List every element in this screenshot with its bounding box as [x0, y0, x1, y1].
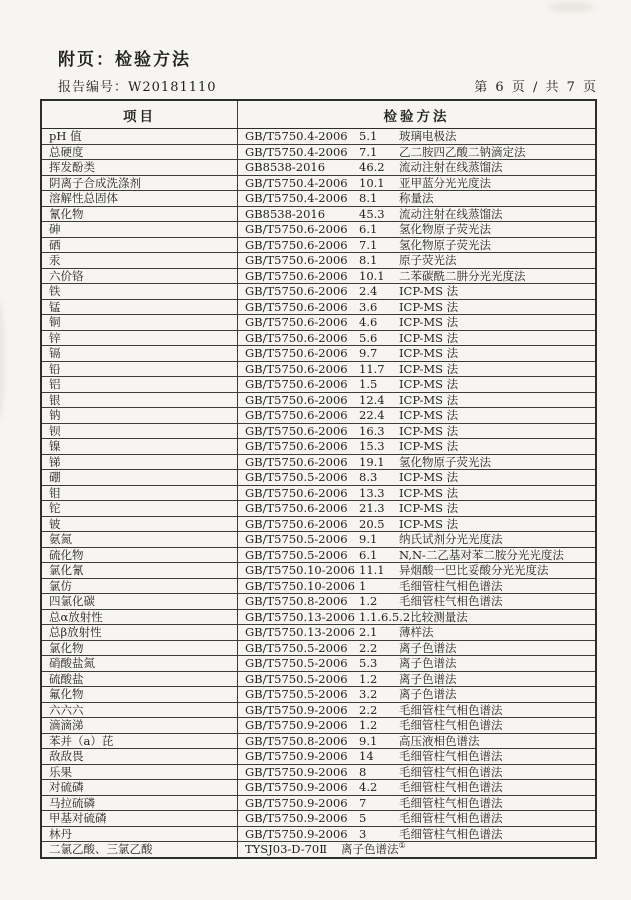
- clause-number: 6.1: [359, 222, 378, 236]
- method-name: 毛细管柱气相色谱法: [399, 594, 503, 608]
- table-row: [41, 377, 596, 393]
- page-indicator: 第 6 页 / 共 7 页: [474, 80, 598, 95]
- method-cell: [238, 377, 597, 393]
- method-cell: [238, 640, 597, 656]
- method-name: 流动注射在线蒸馏法: [399, 206, 503, 221]
- item-cell: 铅: [41, 361, 238, 377]
- item-cell: 总α放射性: [41, 609, 238, 625]
- table-row: [41, 470, 596, 486]
- standard-code: GB/T5750.6-2006: [245, 454, 348, 469]
- table-header-row: [41, 100, 596, 129]
- method-name: 氢化物原子荧光法: [399, 222, 491, 236]
- report-number-label: 报告编号：: [58, 80, 129, 95]
- table-row: [41, 563, 596, 579]
- clause-number: 4.6: [359, 315, 378, 329]
- method-name: 毛细管柱气相色谱法: [399, 780, 503, 794]
- method-cell: [238, 346, 597, 362]
- standard-code: GB/T5750.6-2006: [245, 299, 348, 314]
- clause-number: 22.4: [359, 408, 385, 422]
- method-name: 流动注射在线蒸馏法: [399, 160, 503, 174]
- table-row: [41, 733, 596, 749]
- standard-code: GB/T5750.4-2006: [245, 191, 348, 205]
- table-row: [41, 423, 596, 439]
- method-cell: [238, 439, 597, 455]
- page-title: 附页：检验方法: [58, 50, 191, 70]
- clause-number: 9.1: [359, 733, 378, 748]
- standard-code: GB/T5750.6-2006: [245, 315, 348, 329]
- standard-code: GB/T5750.5-2006: [245, 687, 348, 701]
- method-cell: [238, 578, 597, 594]
- item-cell: 硒: [41, 237, 238, 253]
- method-cell: [238, 268, 597, 284]
- table-row: [41, 175, 596, 191]
- clause-number: 16.3: [359, 423, 385, 438]
- method-name: ICP-MS 法: [399, 501, 459, 515]
- table-row: [41, 516, 596, 532]
- clause-number: 7: [359, 795, 367, 810]
- method-name: 原子荧光法: [399, 253, 457, 267]
- item-cell: 氯化氰: [41, 563, 238, 579]
- clause-number: 7.1: [359, 144, 378, 159]
- method-cell: [238, 361, 597, 377]
- clause-number: 14: [359, 749, 374, 763]
- table-row: [41, 361, 596, 377]
- method-name: 毛细管柱气相色谱法: [399, 795, 503, 810]
- clause-number: 2.2: [359, 640, 378, 655]
- item-cell: 氯仿: [41, 578, 238, 594]
- method-name: 毛细管柱气相色谱法: [399, 718, 503, 732]
- standard-code: GB/T5750.5-2006: [245, 671, 348, 686]
- method-name: 离子色谱法: [399, 687, 457, 701]
- standard-code: GB/T5750.9-2006: [245, 749, 348, 763]
- method-cell: [238, 175, 597, 191]
- method-cell: [238, 470, 597, 486]
- standard-code: GB/T5750.13-2006: [245, 609, 355, 624]
- table-row: [41, 330, 596, 346]
- method-cell: [238, 237, 597, 253]
- standard-code: GB/T5750.6-2006: [245, 361, 348, 376]
- clause-number: 5.6: [359, 330, 378, 345]
- standard-code: GB/T5750.6-2006: [245, 392, 348, 407]
- method-name: ICP-MS 法: [399, 439, 459, 453]
- table-row: [41, 191, 596, 207]
- method-cell: [238, 656, 597, 672]
- table-row: [41, 687, 596, 703]
- clause-number: 1.5: [359, 377, 378, 391]
- table-row: [41, 625, 596, 641]
- table-row: [41, 671, 596, 687]
- method-name: 离子色谱法: [399, 656, 457, 670]
- standard-code: GB/T5750.6-2006: [245, 485, 348, 500]
- table-row: [41, 547, 596, 563]
- item-cell: 钠: [41, 408, 238, 424]
- item-cell: 硫化物: [41, 547, 238, 563]
- item-cell: 硝酸盐氮: [41, 656, 238, 672]
- item-cell: 总硬度: [41, 144, 238, 160]
- clause-number: 6.1: [359, 547, 378, 562]
- table-row: [41, 299, 596, 315]
- table-row: [41, 454, 596, 470]
- clause-number: 7.1: [359, 237, 378, 252]
- method-name: ICP-MS 法: [399, 392, 459, 407]
- method-cell: [238, 516, 597, 532]
- method-cell: [238, 501, 597, 517]
- item-cell: 镉: [41, 346, 238, 362]
- method-cell: [238, 284, 597, 300]
- method-cell: [238, 408, 597, 424]
- standard-code: GB/T5750.4-2006: [245, 129, 348, 143]
- method-name: 异烟酸一巴比妥酸分光光度法: [399, 563, 549, 577]
- item-cell: 钡: [41, 423, 238, 439]
- table-row: [41, 237, 596, 253]
- item-cell: 总β放射性: [41, 625, 238, 641]
- item-cell: 阴离子合成洗涤剂: [41, 175, 238, 191]
- table-row: [41, 640, 596, 656]
- method-name: 称量法: [399, 191, 434, 205]
- method-name: 薄样法: [399, 625, 434, 639]
- item-cell: 对硫磷: [41, 780, 238, 796]
- clause-number: 8.1: [359, 253, 378, 267]
- table-row: [41, 284, 596, 300]
- standard-code: GB/T5750.6-2006: [245, 284, 348, 298]
- clause-number: 5.1: [359, 129, 378, 143]
- method-cell: [238, 795, 597, 811]
- standard-code: GB/T5750.9-2006: [245, 764, 348, 779]
- clause-number: 2.2: [359, 702, 378, 717]
- item-cell: 苯并（a）芘: [41, 733, 238, 749]
- test-methods-table: [40, 99, 597, 859]
- table-header: [41, 100, 596, 129]
- table-row: [41, 129, 596, 145]
- item-cell: 硼: [41, 470, 238, 486]
- table-row: [41, 594, 596, 610]
- footnote-marker: ①: [398, 841, 406, 851]
- clause-number: 3.2: [359, 687, 378, 701]
- item-cell: 砷: [41, 222, 238, 238]
- item-cell: 铜: [41, 315, 238, 331]
- standard-code: GB/T5750.6-2006: [245, 222, 348, 236]
- clause-number: 12.4: [359, 392, 385, 407]
- item-cell: 硫酸盐: [41, 671, 238, 687]
- table-body: [41, 129, 596, 858]
- standard-code: GB/T5750.6-2006: [245, 408, 348, 422]
- method-name: 氢化物原子荧光法: [399, 237, 491, 252]
- item-cell: 锑: [41, 454, 238, 470]
- table-row: [41, 795, 596, 811]
- item-cell: 钼: [41, 485, 238, 501]
- item-cell: 铝: [41, 377, 238, 393]
- standard-code: GB/T5750.5-2006: [245, 640, 348, 655]
- table-row: [41, 392, 596, 408]
- report-number-value: W20181110: [128, 80, 217, 95]
- clause-number: 11.7: [359, 361, 385, 376]
- table-row: [41, 315, 596, 331]
- table-row: [41, 811, 596, 827]
- clause-number: 1: [359, 578, 367, 593]
- table-row: [41, 485, 596, 501]
- clause-number: 13.3: [359, 485, 385, 500]
- standard-code: GB/T5750.6-2006: [245, 439, 348, 453]
- table-row: [41, 222, 596, 238]
- method-name: 毛细管柱气相色谱法: [399, 702, 503, 717]
- item-cell: 挥发酚类: [41, 160, 238, 176]
- method-cell: [238, 315, 597, 331]
- clause-number: 20.5: [359, 516, 385, 531]
- clause-number: 9.1: [359, 532, 378, 546]
- clause-number: 10.1: [359, 175, 385, 190]
- method-name: 氢化物原子荧光法: [399, 454, 491, 469]
- item-cell: 氯化物: [41, 640, 238, 656]
- report-number: [58, 76, 217, 95]
- standard-code: GB/T5750.6-2006: [245, 237, 348, 252]
- table-row: [41, 160, 596, 176]
- table-row: [41, 268, 596, 284]
- standard-code: GB/T5750.10-2006: [245, 563, 355, 577]
- table-row: [41, 578, 596, 594]
- table-row: [41, 439, 596, 455]
- item-cell: 镍: [41, 439, 238, 455]
- clause-number: 3.6: [359, 299, 378, 314]
- item-cell: 滴滴涕: [41, 718, 238, 734]
- method-cell: [238, 299, 597, 315]
- method-name: ICP-MS 法: [399, 470, 459, 484]
- method-cell: [238, 144, 597, 160]
- method-name: 毛细管柱气相色谱法: [399, 826, 503, 841]
- method-name: 亚甲蓝分光光度法: [399, 175, 491, 190]
- report-meta-row: [58, 76, 598, 95]
- item-cell: 锰: [41, 299, 238, 315]
- item-cell: 甲基对硫磷: [41, 811, 238, 827]
- standard-code: GB/T5750.5-2006: [245, 656, 348, 670]
- standard-code: GB/T5750.9-2006: [245, 811, 348, 825]
- clause-number: 45.3: [359, 206, 385, 221]
- method-cell: [238, 594, 597, 610]
- clause-number: 1.2: [359, 594, 378, 608]
- clause-number: 8: [359, 764, 367, 779]
- method-name: 毛细管柱气相色谱法: [399, 811, 503, 825]
- method-cell: [238, 330, 597, 346]
- method-cell: [238, 222, 597, 238]
- method-name: 玻璃电极法: [399, 129, 457, 143]
- method-name: 高压液相色谱法: [399, 733, 480, 748]
- standard-code: GB/T5750.9-2006: [245, 780, 348, 794]
- standard-code: GB/T5750.6-2006: [245, 423, 348, 438]
- item-cell: 二氯乙酸、三氯乙酸: [41, 842, 238, 858]
- clause-number: 5: [359, 811, 367, 825]
- item-cell: pH 值: [41, 129, 238, 145]
- method-cell: [238, 392, 597, 408]
- item-cell: 氨氮: [41, 532, 238, 548]
- table-row: [41, 501, 596, 517]
- clause-number: 1.2: [359, 718, 378, 732]
- item-cell: 溶解性总固体: [41, 191, 238, 207]
- item-cell: 六价铬: [41, 268, 238, 284]
- method-cell: [238, 764, 597, 780]
- table-row: [41, 718, 596, 734]
- table-row: [41, 764, 596, 780]
- method-cell: [238, 563, 597, 579]
- method-cell: [238, 749, 597, 765]
- item-cell: 敌敌畏: [41, 749, 238, 765]
- method-name: ICP-MS 法: [399, 516, 459, 531]
- clause-number: 1.2: [359, 671, 378, 686]
- clause-number: 4.2: [359, 780, 378, 794]
- method-cell: [238, 609, 597, 625]
- method-cell: [238, 811, 597, 827]
- clause-number: 9.7: [359, 346, 378, 360]
- column-header-method: 检验方法: [238, 100, 597, 129]
- method-name: ICP-MS 法: [399, 299, 459, 314]
- table-row: [41, 842, 596, 858]
- method-name: ICP-MS 法: [399, 346, 459, 360]
- standard-code: GB/T5750.13-2006: [245, 625, 355, 639]
- clause-number: 1.1.6.5.2: [359, 609, 411, 624]
- method-name: 乙二胺四乙酸二钠滴定法: [399, 144, 526, 159]
- item-cell: 银: [41, 392, 238, 408]
- method-name: 二苯碳酰二肼分光光度法: [399, 268, 526, 283]
- standard-code: GB/T5750.9-2006: [245, 795, 348, 810]
- method-name: 毛细管柱气相色谱法: [399, 749, 503, 763]
- clause-number: 2.4: [359, 284, 378, 298]
- item-cell: 四氯化碳: [41, 594, 238, 610]
- method-name: ICP-MS 法: [399, 361, 459, 376]
- standard-code: GB/T5750.5-2006: [245, 532, 348, 546]
- table-row: [41, 609, 596, 625]
- method-name: 离子色谱法: [341, 842, 399, 856]
- item-cell: 六六六: [41, 702, 238, 718]
- method-name: ICP-MS 法: [399, 485, 459, 500]
- method-cell: [238, 826, 597, 842]
- standard-code: GB/T5750.6-2006: [245, 268, 348, 283]
- method-cell: [238, 687, 597, 703]
- item-cell: 马拉硫磷: [41, 795, 238, 811]
- clause-number: 11.1: [359, 563, 385, 577]
- standard-code: GB/T5750.6-2006: [245, 330, 348, 345]
- method-name: 离子色谱法: [399, 671, 457, 686]
- standard-code: GB/T5750.5-2006: [245, 547, 348, 562]
- item-cell: 锌: [41, 330, 238, 346]
- method-name: ICP-MS 法: [399, 330, 459, 345]
- standard-code: GB/T5750.6-2006: [245, 253, 348, 267]
- method-cell: [238, 485, 597, 501]
- column-header-item: 项目: [41, 100, 238, 129]
- method-name: N,N-二乙基对苯二胺分光光度法: [399, 547, 564, 562]
- method-cell: [238, 718, 597, 734]
- method-name: ICP-MS 法: [399, 284, 459, 298]
- standard-code: GB/T5750.9-2006: [245, 702, 348, 717]
- method-cell: [238, 842, 597, 858]
- item-cell: 氟化物: [41, 687, 238, 703]
- method-cell: [238, 423, 597, 439]
- table-row: [41, 206, 596, 222]
- method-name: ICP-MS 法: [399, 377, 459, 391]
- method-cell: [238, 191, 597, 207]
- table-row: [41, 144, 596, 160]
- clause-number: 2.1: [359, 625, 378, 639]
- method-cell: [238, 733, 597, 749]
- clause-number: 19.1: [359, 454, 385, 469]
- clause-number: 8.3: [359, 470, 378, 484]
- standard-code: GB/T5750.6-2006: [245, 501, 348, 515]
- standard-code: GB/T5750.6-2006: [245, 516, 348, 531]
- table-row: [41, 826, 596, 842]
- standard-code: GB/T5750.9-2006: [245, 718, 348, 732]
- standard-code: GB/T5750.4-2006: [245, 175, 348, 190]
- clause-number: 3: [359, 826, 367, 841]
- standard-code: GB/T5750.8-2006: [245, 594, 348, 608]
- method-cell: [238, 702, 597, 718]
- method-name: 纳氏试剂分光光度法: [399, 532, 503, 546]
- method-name: 离子色谱法: [399, 640, 457, 655]
- method-cell: [238, 206, 597, 222]
- clause-number: 10.1: [359, 268, 385, 283]
- standard-code: GB/T5750.6-2006: [245, 346, 348, 360]
- clause-number: 8.1: [359, 191, 378, 205]
- table-row: [41, 408, 596, 424]
- item-cell: 铁: [41, 284, 238, 300]
- item-cell: 铊: [41, 501, 238, 517]
- standard-code: GB/T5750.4-2006: [245, 144, 348, 159]
- item-cell: 林丹: [41, 826, 238, 842]
- table-row: [41, 780, 596, 796]
- scan-artifact: [0, 300, 4, 420]
- standard-code: GB8538-2016: [245, 160, 326, 174]
- method-cell: [238, 129, 597, 145]
- item-cell: 乐果: [41, 764, 238, 780]
- item-cell: 氰化物: [41, 206, 238, 222]
- method-cell: [238, 671, 597, 687]
- method-cell: [238, 780, 597, 796]
- method-cell: [238, 253, 597, 269]
- table-row: [41, 702, 596, 718]
- clause-number: 46.2: [359, 160, 385, 174]
- scan-artifact: [548, 2, 594, 12]
- method-cell: [238, 160, 597, 176]
- standard-code: GB8538-2016: [245, 206, 326, 221]
- method-name: ICP-MS 法: [399, 423, 459, 438]
- method-cell: [238, 547, 597, 563]
- method-name: 毛细管柱气相色谱法: [399, 578, 503, 593]
- table-row: [41, 532, 596, 548]
- item-cell: 汞: [41, 253, 238, 269]
- method-name: ICP-MS 法: [399, 408, 459, 422]
- standard-code: GB/T5750.6-2006: [245, 377, 348, 391]
- method-cell: [238, 625, 597, 641]
- method-name: 比较测量法: [410, 609, 468, 624]
- table-row: [41, 656, 596, 672]
- method-cell: [238, 454, 597, 470]
- standard-code: GB/T5750.10-2006: [245, 578, 355, 593]
- table-row: [41, 253, 596, 269]
- method-name: 毛细管柱气相色谱法: [399, 764, 503, 779]
- method-name: ICP-MS 法: [399, 315, 459, 329]
- clause-number: 21.3: [359, 501, 385, 515]
- table-row: [41, 346, 596, 362]
- standard-code: GB/T5750.5-2006: [245, 470, 348, 484]
- table-row: [41, 749, 596, 765]
- clause-number: 15.3: [359, 439, 385, 453]
- standard-code: TYSJ03-D-70Ⅱ: [245, 842, 328, 856]
- item-cell: 铍: [41, 516, 238, 532]
- standard-code: GB/T5750.9-2006: [245, 826, 348, 841]
- standard-code: GB/T5750.8-2006: [245, 733, 348, 748]
- clause-number: 5.3: [359, 656, 378, 670]
- method-cell: [238, 532, 597, 548]
